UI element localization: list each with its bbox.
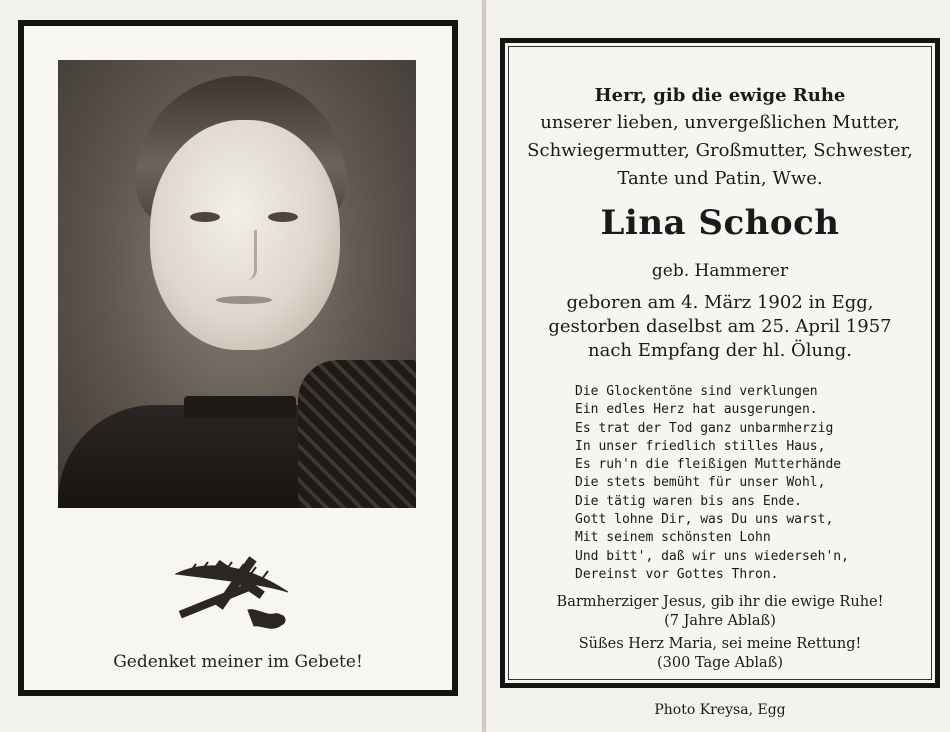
indulgence-note: (7 Jahre Ablaß) — [664, 613, 776, 629]
poem-line: Dereinst vor Gottes Thron. — [575, 566, 779, 582]
memorial-motto: Gedenket meiner im Gebete! — [113, 652, 363, 672]
date-line: gestorben daselbst am 25. April 1957 — [548, 316, 892, 337]
poem-line: Die Glockentöne sind verklungen — [575, 384, 818, 399]
relation-line: Tante und Patin, Wwe. — [617, 168, 823, 189]
portrait-mouth — [216, 296, 272, 304]
poem-line: Die stets bemüht für unser Wohl, — [575, 475, 826, 491]
memorial-poem — [505, 383, 935, 584]
prayer-line: Süßes Herz Maria, sei meine Rettung! — [578, 636, 862, 652]
poem-line: Und bitt', daß wir uns wiederseh'n, — [575, 548, 849, 564]
poem-line: Es trat der Tod ganz unbarmherzig — [575, 420, 834, 436]
portrait-right-eye — [268, 212, 298, 222]
poem-line: Es ruh'n die fleißigen Mutterhände — [575, 457, 842, 473]
photo-credit: Photo Kreysa, Egg — [654, 702, 786, 718]
date-line: geboren am 4. März 1902 in Egg, — [566, 292, 874, 313]
relation-text — [505, 109, 935, 193]
relation-line: unserer lieben, unvergeßlichen Mutter, — [540, 112, 900, 133]
poem-line: Ein edles Herz hat ausgerungen. — [575, 402, 818, 418]
cross-and-palm-emblem-icon — [170, 550, 310, 640]
poem-line: Mit seinem schönsten Lohn — [575, 530, 771, 546]
date-line: nach Empfang der hl. Ölung. — [588, 340, 852, 361]
black-border-frame — [18, 20, 458, 696]
prayer-line: Barmherziger Jesus, gib ihr die ewige Ruhe! — [556, 594, 884, 610]
maiden-name: geb. Hammerer — [651, 261, 789, 281]
relation-line: Schwiegermutter, Großmutter, Schwester, — [527, 140, 913, 161]
deceased-name: Lina Schoch — [600, 203, 840, 243]
portrait-nose — [234, 230, 257, 280]
memorial-card-right-panel — [486, 0, 950, 732]
prayer-jesus — [505, 593, 935, 631]
portrait-photo — [58, 60, 416, 508]
portrait-left-eye — [190, 212, 220, 222]
headline: Herr, gib die ewige Ruhe — [594, 85, 846, 106]
poem-line: In unser friedlich stilles Haus, — [575, 438, 826, 454]
indulgence-note: (300 Tage Ablaß) — [657, 655, 783, 671]
poem-line: Die tätig waren bis ans Ende. — [575, 493, 802, 509]
life-dates — [505, 291, 935, 363]
portrait-face — [150, 120, 340, 350]
portrait-scarf — [298, 360, 416, 508]
poem-line: Gott lohne Dir, was Du uns warst, — [575, 512, 834, 528]
prayer-maria — [505, 635, 935, 673]
black-border-frame-text — [500, 38, 940, 688]
portrait-neckband — [184, 396, 296, 418]
